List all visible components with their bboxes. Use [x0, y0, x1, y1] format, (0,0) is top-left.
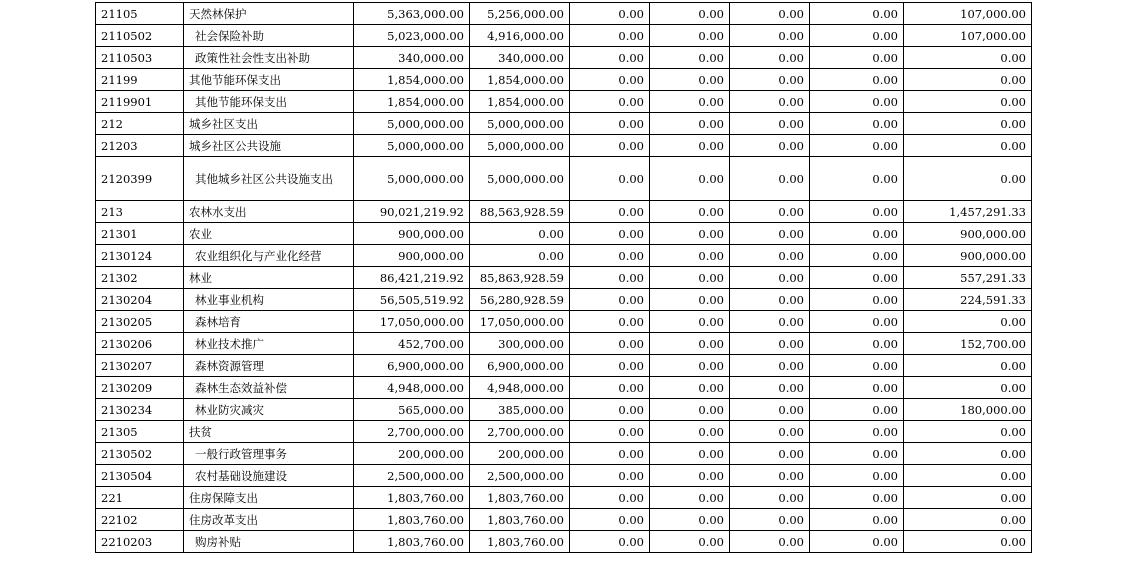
- table-row: [96, 25, 1032, 47]
- subject-code-cell: 212: [96, 113, 184, 135]
- amount-cell: 0.00: [650, 3, 730, 25]
- amount-cell: 17,050,000.00: [354, 311, 470, 333]
- subject-name-cell: 森林培育: [184, 311, 354, 333]
- amount-cell: 0.00: [650, 289, 730, 311]
- amount-cell: 0.00: [570, 201, 650, 223]
- amount-cell: 1,803,760.00: [470, 509, 570, 531]
- amount-cell: 0.00: [570, 25, 650, 47]
- amount-cell: 0.00: [810, 3, 904, 25]
- amount-cell: 0.00: [810, 355, 904, 377]
- amount-cell: 2,500,000.00: [354, 465, 470, 487]
- budget-table-body: [96, 3, 1032, 553]
- amount-cell: 0.00: [730, 245, 810, 267]
- amount-cell: 0.00: [650, 333, 730, 355]
- amount-cell: 0.00: [904, 487, 1032, 509]
- subject-name-cell: 住房改革支出: [184, 509, 354, 531]
- amount-cell: 0.00: [570, 223, 650, 245]
- amount-cell: 0.00: [570, 377, 650, 399]
- amount-cell: 5,363,000.00: [354, 3, 470, 25]
- amount-cell: 0.00: [570, 399, 650, 421]
- amount-cell: 0.00: [570, 487, 650, 509]
- table-row: [96, 223, 1032, 245]
- amount-cell: 0.00: [570, 113, 650, 135]
- table-row: [96, 113, 1032, 135]
- amount-cell: 0.00: [570, 289, 650, 311]
- amount-cell: 0.00: [650, 509, 730, 531]
- subject-name-cell: 政策性社会性支出补助: [184, 47, 354, 69]
- amount-cell: 2,700,000.00: [354, 421, 470, 443]
- amount-cell: 200,000.00: [354, 443, 470, 465]
- subject-code-cell: 21305: [96, 421, 184, 443]
- subject-code-cell: 2130504: [96, 465, 184, 487]
- amount-cell: 0.00: [570, 333, 650, 355]
- amount-cell: 0.00: [650, 113, 730, 135]
- subject-name-cell: 一般行政管理事务: [184, 443, 354, 465]
- amount-cell: 0.00: [904, 531, 1032, 553]
- amount-cell: 0.00: [730, 25, 810, 47]
- subject-name-cell: 扶贫: [184, 421, 354, 443]
- amount-cell: 0.00: [730, 399, 810, 421]
- amount-cell: 86,421,219.92: [354, 267, 470, 289]
- amount-cell: 0.00: [810, 245, 904, 267]
- amount-cell: 0.00: [730, 311, 810, 333]
- amount-cell: 0.00: [810, 201, 904, 223]
- subject-code-cell: 213: [96, 201, 184, 223]
- amount-cell: 0.00: [570, 443, 650, 465]
- amount-cell: 0.00: [810, 289, 904, 311]
- subject-code-cell: 2130234: [96, 399, 184, 421]
- table-row: [96, 157, 1032, 201]
- table-row: [96, 509, 1032, 531]
- table-row: [96, 487, 1032, 509]
- subject-code-cell: 2130207: [96, 355, 184, 377]
- amount-cell: 0.00: [730, 377, 810, 399]
- table-row: [96, 135, 1032, 157]
- subject-code-cell: 21203: [96, 135, 184, 157]
- amount-cell: 0.00: [570, 421, 650, 443]
- amount-cell: 0.00: [810, 223, 904, 245]
- subject-code-cell: 21302: [96, 267, 184, 289]
- amount-cell: 0.00: [730, 91, 810, 113]
- subject-name-cell: 农业组织化与产业化经营: [184, 245, 354, 267]
- subject-name-cell: 城乡社区公共设施: [184, 135, 354, 157]
- amount-cell: 56,280,928.59: [470, 289, 570, 311]
- amount-cell: 5,256,000.00: [470, 3, 570, 25]
- amount-cell: 900,000.00: [904, 245, 1032, 267]
- subject-code-cell: 2130206: [96, 333, 184, 355]
- table-row: [96, 69, 1032, 91]
- amount-cell: 0.00: [904, 91, 1032, 113]
- amount-cell: 0.00: [570, 91, 650, 113]
- amount-cell: 0.00: [730, 113, 810, 135]
- amount-cell: 0.00: [810, 399, 904, 421]
- table-row: [96, 3, 1032, 25]
- amount-cell: 0.00: [810, 443, 904, 465]
- amount-cell: 0.00: [730, 355, 810, 377]
- amount-cell: 0.00: [650, 69, 730, 91]
- table-row: [96, 355, 1032, 377]
- amount-cell: 0.00: [650, 135, 730, 157]
- amount-cell: 0.00: [730, 3, 810, 25]
- amount-cell: 107,000.00: [904, 3, 1032, 25]
- amount-cell: 1,854,000.00: [470, 69, 570, 91]
- subject-code-cell: 2110503: [96, 47, 184, 69]
- amount-cell: 5,000,000.00: [354, 135, 470, 157]
- subject-name-cell: 农村基础设施建设: [184, 465, 354, 487]
- amount-cell: 0.00: [904, 135, 1032, 157]
- subject-code-cell: 2210203: [96, 531, 184, 553]
- amount-cell: 0.00: [570, 69, 650, 91]
- amount-cell: 0.00: [730, 201, 810, 223]
- subject-name-cell: 社会保险补助: [184, 25, 354, 47]
- amount-cell: 0.00: [810, 69, 904, 91]
- amount-cell: 90,021,219.92: [354, 201, 470, 223]
- amount-cell: 1,803,760.00: [354, 487, 470, 509]
- amount-cell: 0.00: [570, 157, 650, 201]
- amount-cell: 0.00: [650, 443, 730, 465]
- amount-cell: 0.00: [730, 267, 810, 289]
- amount-cell: 0.00: [730, 531, 810, 553]
- amount-cell: 300,000.00: [470, 333, 570, 355]
- amount-cell: 1,854,000.00: [354, 69, 470, 91]
- amount-cell: 0.00: [810, 531, 904, 553]
- amount-cell: 0.00: [730, 223, 810, 245]
- amount-cell: 0.00: [810, 487, 904, 509]
- subject-name-cell: 林业防灾减灾: [184, 399, 354, 421]
- amount-cell: 0.00: [650, 311, 730, 333]
- amount-cell: 0.00: [650, 399, 730, 421]
- amount-cell: 0.00: [730, 465, 810, 487]
- amount-cell: 0.00: [650, 355, 730, 377]
- amount-cell: 4,948,000.00: [470, 377, 570, 399]
- amount-cell: 0.00: [810, 157, 904, 201]
- subject-name-cell: 森林生态效益补偿: [184, 377, 354, 399]
- amount-cell: 0.00: [650, 531, 730, 553]
- subject-code-cell: 21199: [96, 69, 184, 91]
- amount-cell: 0.00: [904, 509, 1032, 531]
- amount-cell: 0.00: [570, 267, 650, 289]
- table-row: [96, 311, 1032, 333]
- subject-name-cell: 其他城乡社区公共设施支出: [184, 157, 354, 201]
- table-row: [96, 531, 1032, 553]
- amount-cell: 0.00: [570, 3, 650, 25]
- amount-cell: 0.00: [730, 333, 810, 355]
- amount-cell: 0.00: [650, 377, 730, 399]
- amount-cell: 0.00: [570, 465, 650, 487]
- amount-cell: 4,948,000.00: [354, 377, 470, 399]
- amount-cell: 0.00: [730, 47, 810, 69]
- amount-cell: 0.00: [570, 135, 650, 157]
- amount-cell: 2,500,000.00: [470, 465, 570, 487]
- amount-cell: 5,000,000.00: [354, 157, 470, 201]
- amount-cell: 0.00: [650, 201, 730, 223]
- subject-code-cell: 2130124: [96, 245, 184, 267]
- subject-name-cell: 林业技术推广: [184, 333, 354, 355]
- amount-cell: 0.00: [730, 443, 810, 465]
- table-row: [96, 465, 1032, 487]
- subject-name-cell: 森林资源管理: [184, 355, 354, 377]
- amount-cell: 0.00: [904, 47, 1032, 69]
- table-row: [96, 47, 1032, 69]
- amount-cell: 0.00: [650, 47, 730, 69]
- amount-cell: 85,863,928.59: [470, 267, 570, 289]
- amount-cell: 0.00: [810, 465, 904, 487]
- amount-cell: 0.00: [904, 465, 1032, 487]
- amount-cell: 0.00: [650, 157, 730, 201]
- amount-cell: 0.00: [730, 421, 810, 443]
- amount-cell: 0.00: [650, 267, 730, 289]
- table-row: [96, 289, 1032, 311]
- table-row: [96, 91, 1032, 113]
- amount-cell: 0.00: [650, 245, 730, 267]
- amount-cell: 452,700.00: [354, 333, 470, 355]
- amount-cell: 0.00: [904, 355, 1032, 377]
- subject-code-cell: 2120399: [96, 157, 184, 201]
- subject-name-cell: 林业: [184, 267, 354, 289]
- subject-name-cell: 其他节能环保支出: [184, 91, 354, 113]
- table-row: [96, 443, 1032, 465]
- subject-code-cell: 2130204: [96, 289, 184, 311]
- amount-cell: 0.00: [904, 443, 1032, 465]
- amount-cell: 0.00: [570, 355, 650, 377]
- amount-cell: 1,803,760.00: [470, 487, 570, 509]
- amount-cell: 0.00: [730, 157, 810, 201]
- subject-code-cell: 2130205: [96, 311, 184, 333]
- amount-cell: 1,457,291.33: [904, 201, 1032, 223]
- amount-cell: 385,000.00: [470, 399, 570, 421]
- subject-name-cell: 住房保障支出: [184, 487, 354, 509]
- amount-cell: 1,803,760.00: [354, 531, 470, 553]
- subject-name-cell: 林业事业机构: [184, 289, 354, 311]
- amount-cell: 0.00: [570, 509, 650, 531]
- subject-name-cell: 购房补贴: [184, 531, 354, 553]
- subject-code-cell: 2110502: [96, 25, 184, 47]
- amount-cell: 224,591.33: [904, 289, 1032, 311]
- amount-cell: 5,000,000.00: [470, 113, 570, 135]
- amount-cell: 0.00: [904, 421, 1032, 443]
- amount-cell: 0.00: [650, 421, 730, 443]
- subject-name-cell: 天然林保护: [184, 3, 354, 25]
- amount-cell: 0.00: [470, 245, 570, 267]
- amount-cell: 0.00: [570, 531, 650, 553]
- subject-code-cell: 2130209: [96, 377, 184, 399]
- amount-cell: 900,000.00: [354, 245, 470, 267]
- amount-cell: 0.00: [810, 377, 904, 399]
- amount-cell: 5,023,000.00: [354, 25, 470, 47]
- budget-table: [95, 2, 1032, 553]
- amount-cell: 5,000,000.00: [470, 157, 570, 201]
- amount-cell: 0.00: [730, 135, 810, 157]
- amount-cell: 0.00: [650, 91, 730, 113]
- amount-cell: 200,000.00: [470, 443, 570, 465]
- amount-cell: 0.00: [470, 223, 570, 245]
- subject-name-cell: 城乡社区支出: [184, 113, 354, 135]
- table-row: [96, 245, 1032, 267]
- table-row: [96, 267, 1032, 289]
- amount-cell: 340,000.00: [354, 47, 470, 69]
- amount-cell: 0.00: [810, 113, 904, 135]
- amount-cell: 0.00: [650, 25, 730, 47]
- amount-cell: 5,000,000.00: [470, 135, 570, 157]
- amount-cell: 1,803,760.00: [470, 531, 570, 553]
- amount-cell: 1,803,760.00: [354, 509, 470, 531]
- amount-cell: 0.00: [810, 25, 904, 47]
- amount-cell: 0.00: [904, 69, 1032, 91]
- amount-cell: 1,854,000.00: [470, 91, 570, 113]
- amount-cell: 0.00: [730, 487, 810, 509]
- subject-code-cell: 21105: [96, 3, 184, 25]
- amount-cell: 0.00: [650, 487, 730, 509]
- amount-cell: 0.00: [730, 289, 810, 311]
- amount-cell: 152,700.00: [904, 333, 1032, 355]
- subject-name-cell: 农业: [184, 223, 354, 245]
- amount-cell: 0.00: [730, 69, 810, 91]
- amount-cell: 0.00: [730, 509, 810, 531]
- amount-cell: 0.00: [570, 245, 650, 267]
- amount-cell: 180,000.00: [904, 399, 1032, 421]
- subject-code-cell: 22102: [96, 509, 184, 531]
- amount-cell: 6,900,000.00: [470, 355, 570, 377]
- amount-cell: 107,000.00: [904, 25, 1032, 47]
- amount-cell: 0.00: [570, 47, 650, 69]
- amount-cell: 4,916,000.00: [470, 25, 570, 47]
- amount-cell: 0.00: [810, 311, 904, 333]
- amount-cell: 0.00: [810, 267, 904, 289]
- amount-cell: 0.00: [570, 311, 650, 333]
- amount-cell: 1,854,000.00: [354, 91, 470, 113]
- amount-cell: 0.00: [810, 509, 904, 531]
- subject-code-cell: 221: [96, 487, 184, 509]
- budget-table-sheet: [95, 2, 1032, 553]
- table-row: [96, 377, 1032, 399]
- subject-code-cell: 21301: [96, 223, 184, 245]
- table-row: [96, 333, 1032, 355]
- amount-cell: 0.00: [904, 311, 1032, 333]
- amount-cell: 17,050,000.00: [470, 311, 570, 333]
- amount-cell: 0.00: [650, 223, 730, 245]
- amount-cell: 0.00: [810, 333, 904, 355]
- amount-cell: 0.00: [810, 47, 904, 69]
- amount-cell: 0.00: [904, 113, 1032, 135]
- amount-cell: 88,563,928.59: [470, 201, 570, 223]
- subject-code-cell: 2119901: [96, 91, 184, 113]
- amount-cell: 5,000,000.00: [354, 113, 470, 135]
- amount-cell: 340,000.00: [470, 47, 570, 69]
- amount-cell: 0.00: [810, 421, 904, 443]
- amount-cell: 0.00: [650, 465, 730, 487]
- amount-cell: 900,000.00: [904, 223, 1032, 245]
- amount-cell: 6,900,000.00: [354, 355, 470, 377]
- table-row: [96, 421, 1032, 443]
- amount-cell: 2,700,000.00: [470, 421, 570, 443]
- amount-cell: 557,291.33: [904, 267, 1032, 289]
- amount-cell: 900,000.00: [354, 223, 470, 245]
- subject-name-cell: 其他节能环保支出: [184, 69, 354, 91]
- table-row: [96, 201, 1032, 223]
- amount-cell: 565,000.00: [354, 399, 470, 421]
- subject-name-cell: 农林水支出: [184, 201, 354, 223]
- subject-code-cell: 2130502: [96, 443, 184, 465]
- amount-cell: 0.00: [810, 135, 904, 157]
- amount-cell: 0.00: [904, 377, 1032, 399]
- amount-cell: 0.00: [904, 157, 1032, 201]
- amount-cell: 56,505,519.92: [354, 289, 470, 311]
- table-row: [96, 399, 1032, 421]
- amount-cell: 0.00: [810, 91, 904, 113]
